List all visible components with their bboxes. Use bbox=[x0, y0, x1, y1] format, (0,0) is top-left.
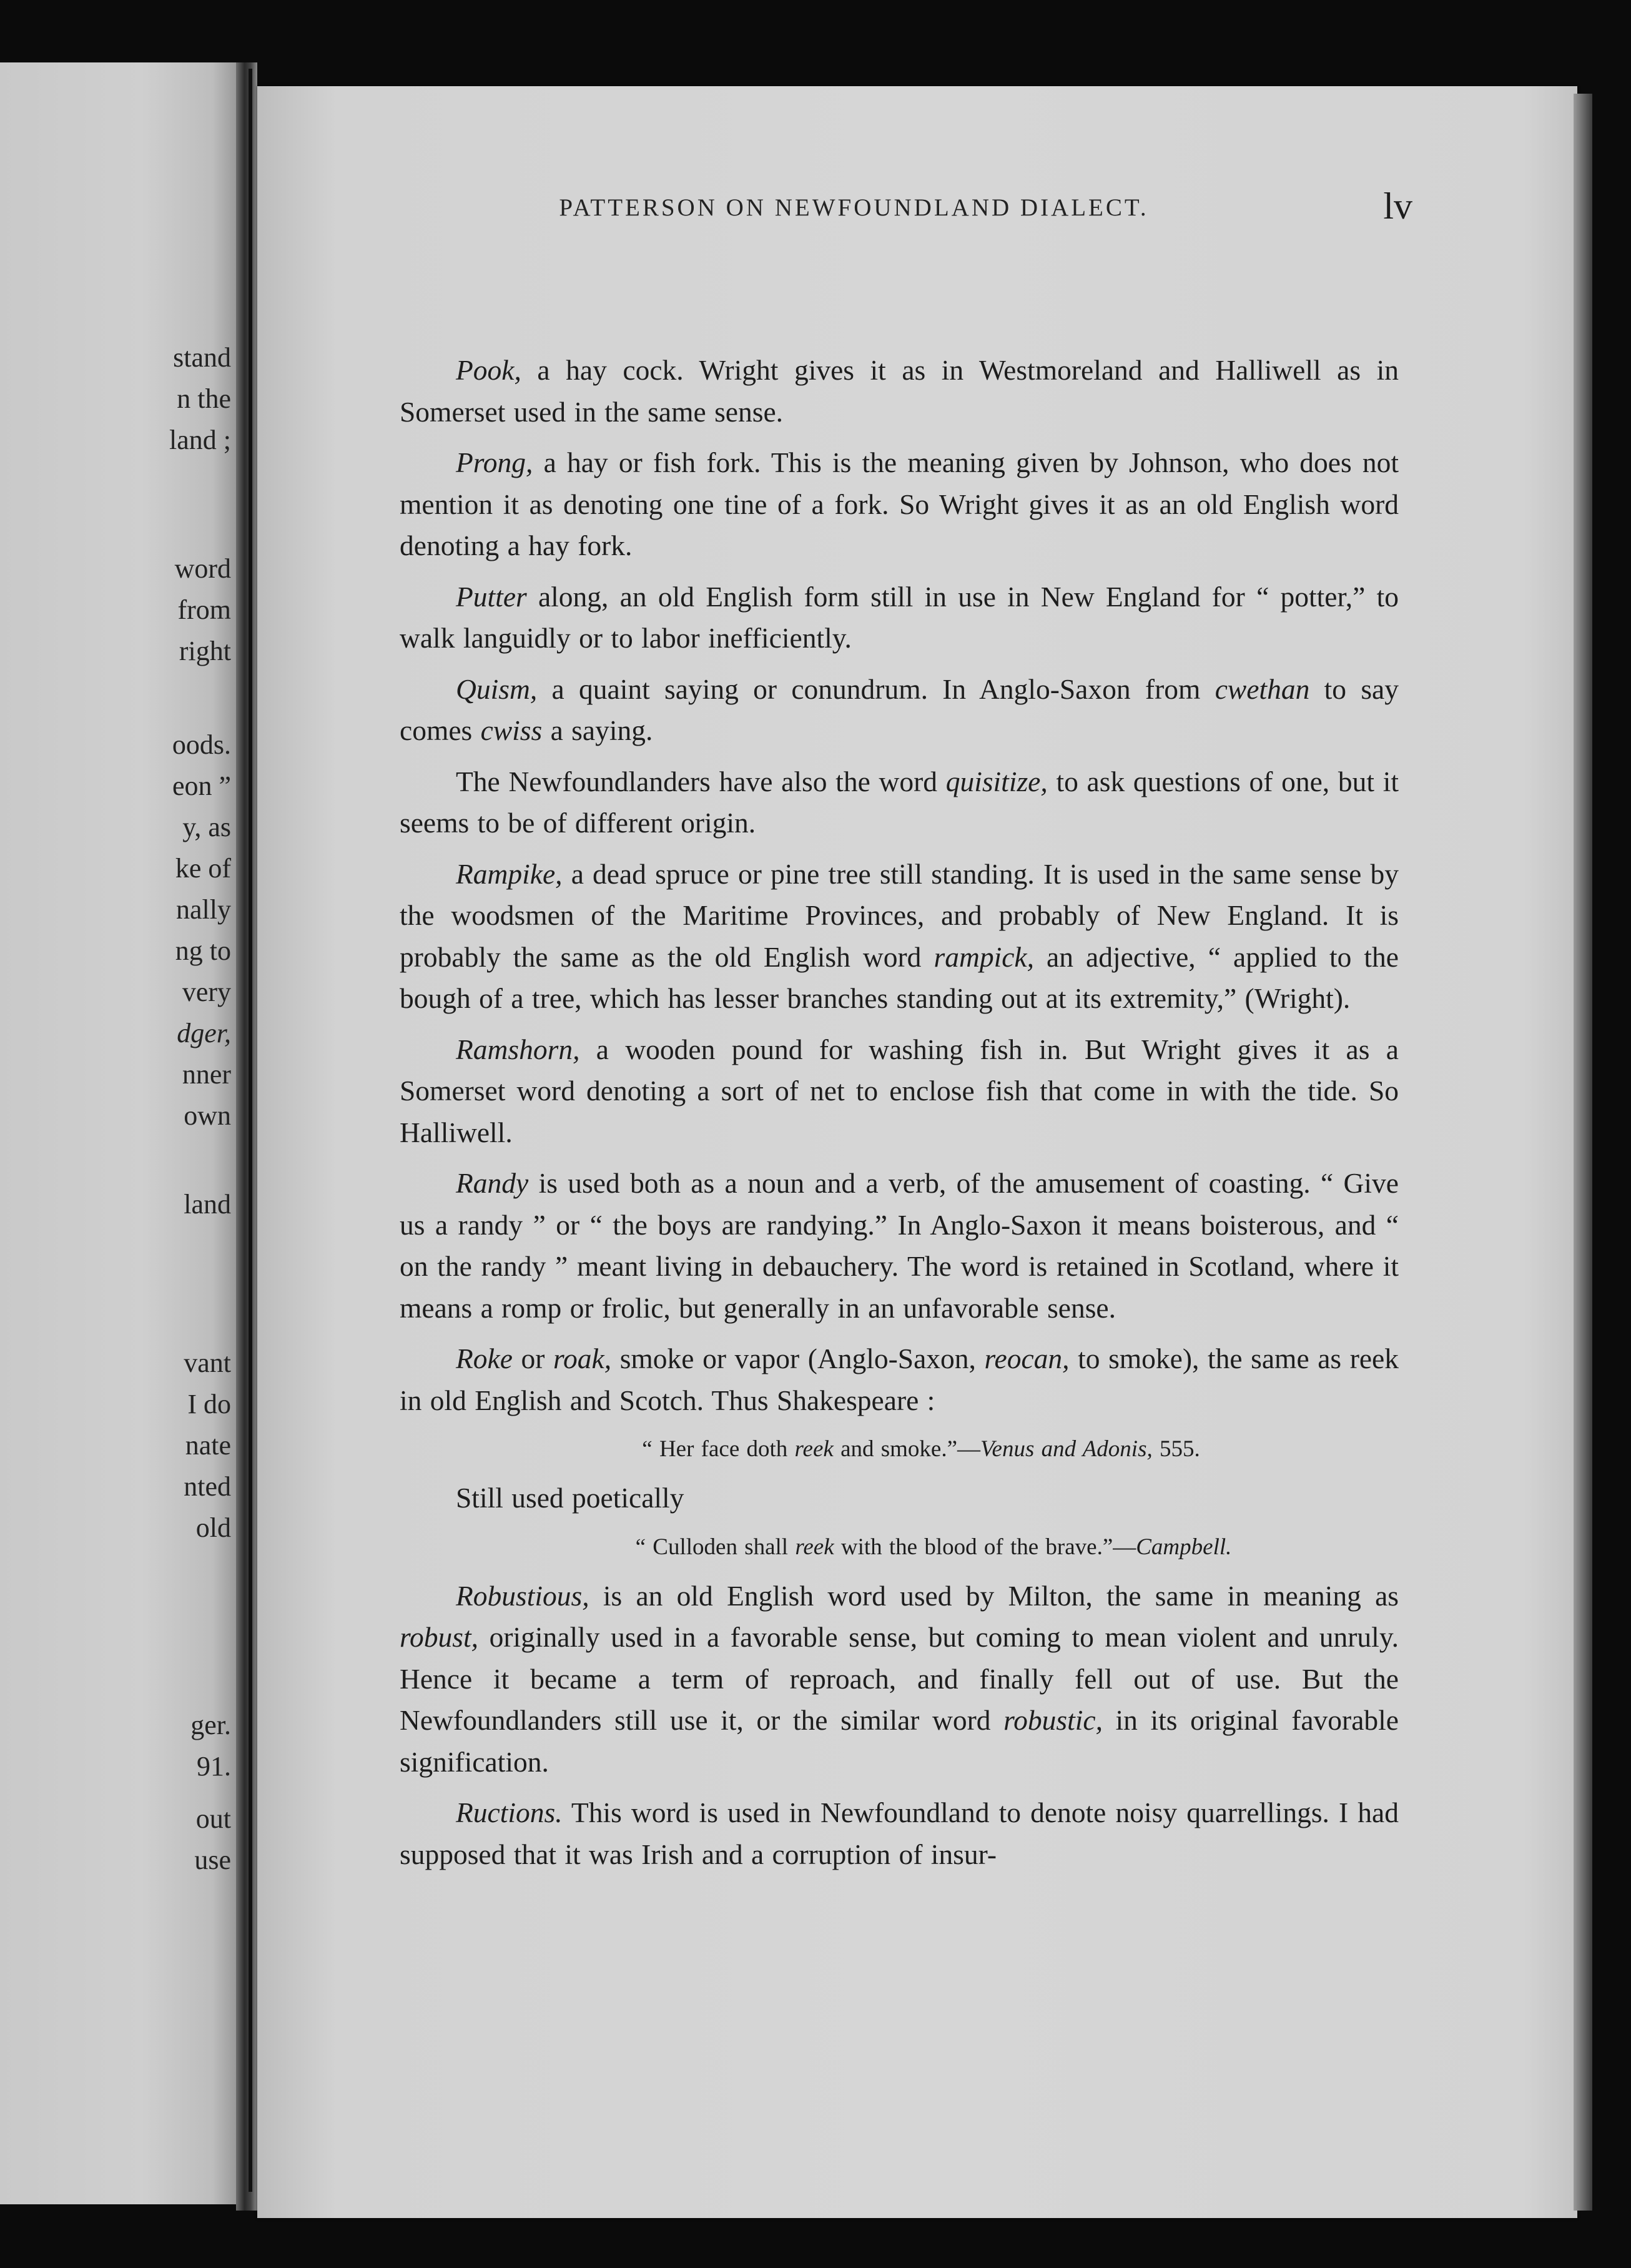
previous-page-fragment: n the bbox=[177, 383, 231, 414]
entry-term: Rampike, bbox=[456, 857, 563, 890]
quotation-campbell: “ Culloden shall reek with the blood of the brave.”—Campbell. bbox=[635, 1534, 1232, 1560]
entry-term: Putter bbox=[456, 580, 527, 613]
previous-page-fragment: dger, bbox=[177, 1018, 231, 1048]
book-gutter bbox=[236, 62, 257, 2211]
previous-page-fragment: eon ” bbox=[172, 771, 231, 801]
entry-quisitize: The Newfoundlanders have also the word quisitize, to ask questions of one, but it seems to be of different origin. bbox=[400, 765, 1399, 839]
entry-robustious: Robustious, is an old English word used by Milton, the same in meaning as robust, originally used in a favorable sense, but coming to mean violent and unruly. Hence it became a term of reproach, and finally fell out of use. But the Newfoundlanders still use it, or the similar word robustic, in its original favorable signification. bbox=[400, 1579, 1399, 1778]
entry-term: Ructions. bbox=[456, 1797, 563, 1828]
previous-page-fragment: nted bbox=[184, 1471, 231, 1502]
previous-page-strip bbox=[0, 62, 236, 2204]
previous-page-fragment: land bbox=[184, 1189, 231, 1220]
previous-page-fragment: nally bbox=[176, 894, 231, 925]
previous-page-fragment: y, as bbox=[182, 812, 231, 842]
entry-term: Robustious, bbox=[456, 1579, 589, 1612]
previous-page-fragment: right bbox=[179, 636, 231, 666]
previous-page-fragment: stand bbox=[173, 342, 231, 373]
previous-page-fragment: ke of bbox=[175, 853, 231, 884]
previous-page-fragment: vant bbox=[184, 1348, 231, 1378]
entry-quism: Quism, a quaint saying or conundrum. In Anglo-Saxon from cwethan to say comes cwiss a saying. bbox=[400, 673, 1399, 746]
entry-pook: Pook, a hay cock. Wright gives it as in Westmoreland and Halliwell as in Somerset used in the same sense. bbox=[400, 354, 1399, 428]
entry-putter: Putter along, an old English form still in use in New England for “ potter,” to walk languidly or to labor inefficiently. bbox=[400, 580, 1399, 654]
previous-page-fragment: own bbox=[184, 1100, 231, 1131]
previous-page-fragment: ng to bbox=[175, 935, 231, 966]
previous-page-fragment: land ; bbox=[169, 425, 231, 455]
previous-page-fragment: from bbox=[177, 594, 231, 625]
previous-page-fragment: word bbox=[174, 553, 231, 584]
previous-page-fragment: 91. bbox=[197, 1751, 231, 1782]
previous-page-fragment: old bbox=[195, 1512, 231, 1543]
entry-term: Prong, bbox=[456, 446, 533, 478]
entry-randy: Randy is used both as a noun and a verb, of the amusement of coasting. “ Give us a randy ” or “ the boys are randying.” In Anglo-Saxon it means boisterous, and “ on the randy ” meant living in debauchery. The word is retained in Scotland, where it means a romp or frolic, but generally in an unfavorable sense. bbox=[400, 1167, 1399, 1324]
line-still-used-poetically: Still used poetically bbox=[456, 1482, 684, 1514]
entry-prong: Prong, a hay or fish fork. This is the meaning given by Johnson, who does not mention it as denoting one tine of a fork. So Wright gives it as an old English word denoting a hay fork. bbox=[400, 446, 1399, 561]
page-number: lv bbox=[1383, 185, 1412, 227]
quotation-shakespeare: “ Her face doth reek and smoke.”—Venus and Adonis, 555. bbox=[642, 1436, 1200, 1462]
entry-term: Ramshorn, bbox=[456, 1033, 580, 1065]
entry-rampike: Rampike, a dead spruce or pine tree still standing. It is used in the same sense by the woodsmen of the Maritime Provinces, and probably of New England. It is probably the same as the old English word rampick, an adjective, “ applied to the bough of a tree, which has lesser branches standing out at its extremity,” (Wright). bbox=[400, 857, 1399, 1014]
gutter-shadow-line bbox=[249, 69, 252, 2192]
entry-roke: Roke or roak, smoke or vapor (Anglo-Saxon, reocan, to smoke), the same as reek in old English and Scotch. Thus Shakespeare : bbox=[400, 1343, 1399, 1416]
previous-page-fragment: use bbox=[194, 1845, 231, 1875]
entry-term: Roke bbox=[456, 1343, 513, 1374]
page-body bbox=[400, 350, 1399, 1885]
entry-term: Quism, bbox=[456, 673, 538, 705]
running-title: PATTERSON ON NEWFOUNDLAND DIALECT. bbox=[559, 194, 1149, 221]
previous-page-fragment: ger. bbox=[190, 1710, 231, 1740]
page-edge-shadow bbox=[1574, 94, 1592, 2211]
previous-page-fragment: I do bbox=[187, 1389, 231, 1419]
previous-page-fragment: oods. bbox=[172, 729, 231, 760]
entry-term: Pook, bbox=[456, 354, 521, 386]
previous-page-fragment: out bbox=[195, 1803, 231, 1834]
previous-page-fragment: very bbox=[182, 977, 231, 1007]
previous-page-fragment: nate bbox=[185, 1430, 231, 1461]
entry-ructions: Ructions. This word is used in Newfoundland to denote noisy quarrellings. I had supposed that it was Irish and a corruption of insur- bbox=[400, 1797, 1399, 1870]
previous-page-fragment: nner bbox=[182, 1059, 231, 1090]
entry-ramshorn: Ramshorn, a wooden pound for washing fish in. But Wright gives it as a Somerset word denoting a sort of net to enclose fish that come in with the tide. So Halliwell. bbox=[400, 1033, 1399, 1148]
entry-term: Randy bbox=[456, 1167, 529, 1199]
